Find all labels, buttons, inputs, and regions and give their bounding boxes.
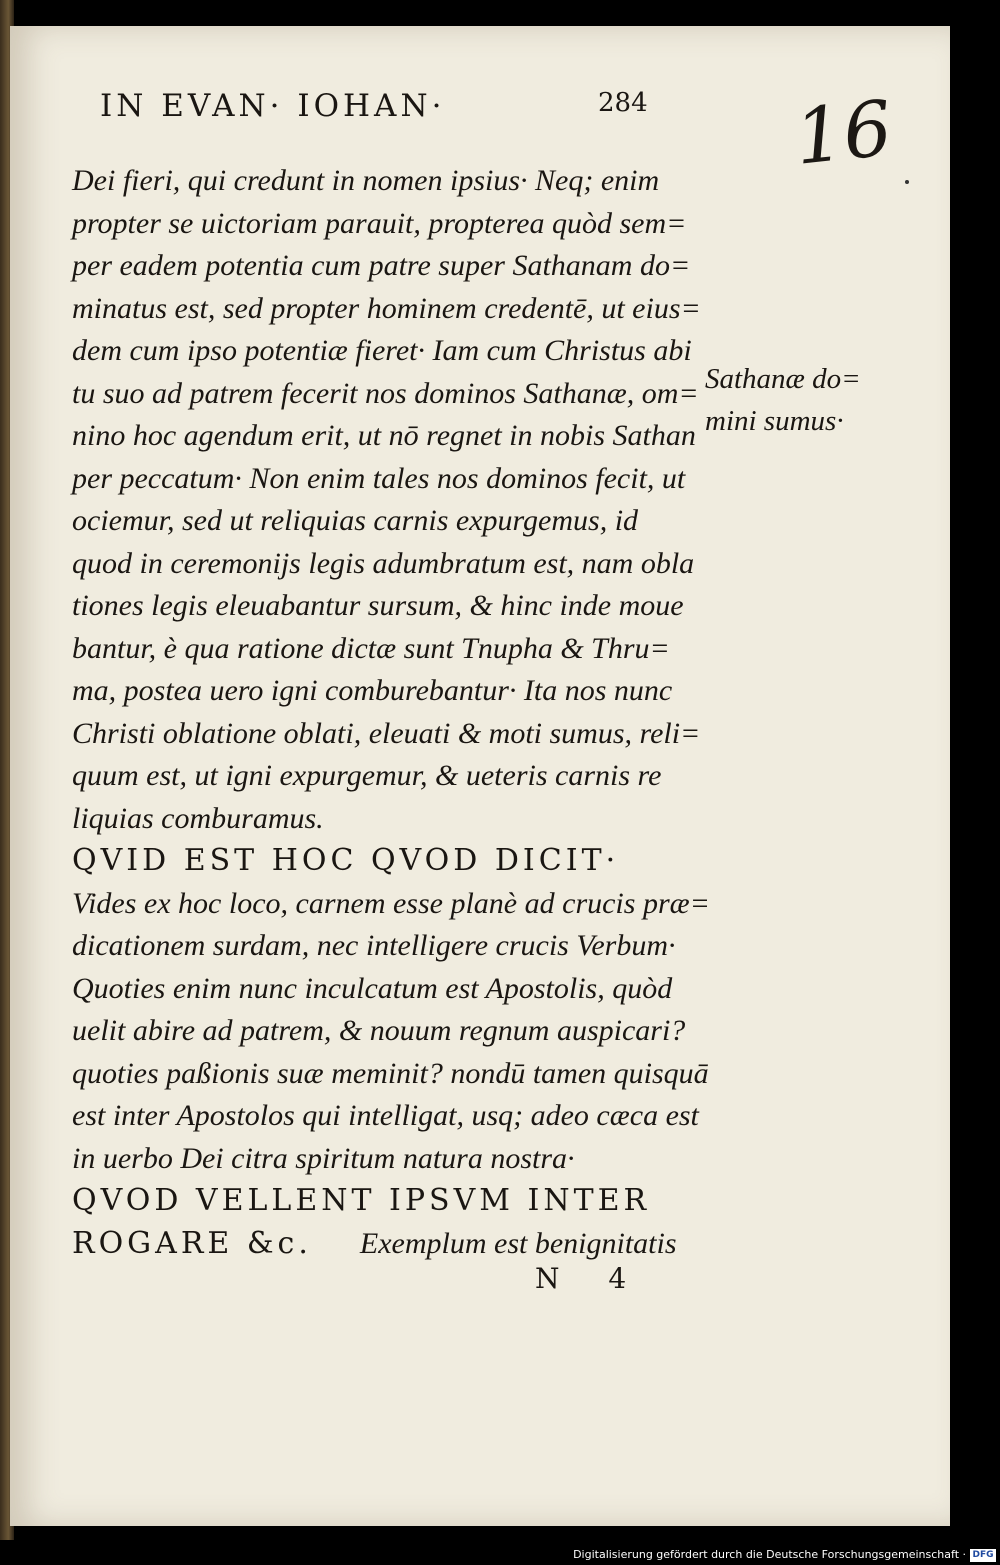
text-line: quod in ceremonijs legis adumbratum est, nam obla bbox=[72, 546, 695, 580]
dfg-logo: DFG bbox=[970, 1549, 996, 1562]
text-line: uelit abire ad patrem, & nouum regnum auspicari? bbox=[72, 1014, 686, 1047]
text-line: per eadem potentia cum patre super Sathanam do= bbox=[72, 249, 691, 282]
marginal-note-line: Sathanæ do= bbox=[705, 363, 861, 395]
digitization-credit: Digitalisierung gefördert durch die Deutsche Forschungsgemeinschaft · bbox=[573, 1548, 966, 1561]
text-line: minatus est, sed propter hominem credentē, ut eius= bbox=[72, 291, 701, 325]
section-heading-continuation bbox=[72, 1223, 732, 1266]
text-line: Quoties enim nunc inculcatum est Apostolis, quòd bbox=[72, 971, 673, 1005]
running-head: IN EVAN· IOHAN· bbox=[100, 88, 446, 124]
text-line: per peccatum· Non enim tales nos dominos fecit, ut bbox=[72, 461, 686, 495]
text-line: Christi oblatione oblati, eleuati & moti sumus, reli= bbox=[72, 716, 701, 750]
section-heading: QVID EST HOC QVOD DICIT· bbox=[72, 843, 620, 878]
ink-dot bbox=[905, 180, 909, 184]
marginal-note bbox=[705, 358, 861, 442]
text-line: in uerbo Dei citra spiritum natura nostra· bbox=[72, 1141, 575, 1175]
text-line: nino hoc agendum erit, ut nō regnet in nobis Sathan bbox=[72, 419, 696, 452]
marginal-note-line: mini sumus· bbox=[705, 405, 844, 437]
text-line: bantur, è qua ratione dictæ sunt Tnupha & Thru= bbox=[72, 631, 670, 665]
text-line: est inter Apostolos qui intelligat, usq; adeo cæca est bbox=[72, 1099, 699, 1132]
main-text-block bbox=[72, 160, 732, 1265]
text-line: ma, postea uero igni comburebantur· Ita nos nunc bbox=[72, 674, 673, 707]
text-line: propter se uictoriam parauit, propterea quòd sem= bbox=[72, 206, 687, 240]
text-line: tiones legis eleuabantur sursum, & hinc inde moue bbox=[72, 589, 684, 622]
text-line: Exemplum est benignitatis bbox=[359, 1226, 677, 1260]
text-line: tu suo ad patrem fecerit nos dominos Sathanæ, om= bbox=[72, 376, 699, 410]
text-line: quoties paßionis suæ meminit? nondū tamen quisquā bbox=[72, 1056, 709, 1090]
section-heading: QVOD VELLENT IPSVM INTER bbox=[72, 1183, 651, 1218]
page-number: 284 bbox=[598, 88, 648, 118]
text-line: dem cum ipso potentiæ fieret· Iam cum Christus abi bbox=[72, 334, 692, 367]
handwritten-folio-number: 16 bbox=[790, 83, 897, 182]
text-line: quum est, ut igni expurgemur, & ueteris carnis re bbox=[72, 759, 662, 792]
text-line: liquias comburamus. bbox=[72, 801, 324, 835]
text-line: Vides ex hoc loco, carnem esse planè ad crucis præ= bbox=[72, 886, 710, 920]
text-line: ociemur, sed ut reliquias carnis expurgemus, id bbox=[72, 504, 639, 537]
text-line: Dei fieri, qui credunt in nomen ipsius· Neq; enim bbox=[72, 164, 660, 197]
signature-mark: N 4 bbox=[535, 1262, 647, 1295]
text-line: dicationem surdam, nec intelligere crucis Verbum· bbox=[72, 929, 676, 962]
section-heading-end: ROGARE &c. bbox=[72, 1225, 312, 1261]
